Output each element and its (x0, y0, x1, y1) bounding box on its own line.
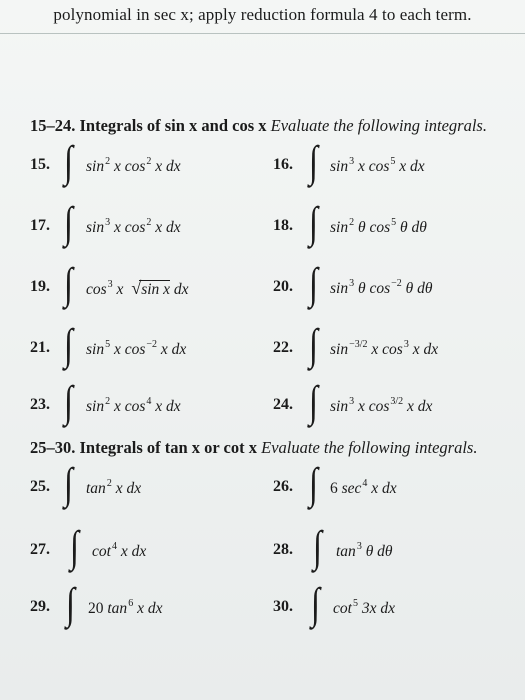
integral-sign: ∫ (64, 459, 74, 508)
integrand: $\cos^3 x$ √sin x dx (86, 278, 189, 298)
problem-number: 18. (273, 217, 293, 234)
section-15-24-heading (30, 116, 487, 136)
integrand: $\sin^3 \theta$ $\cos^{-2} \theta$ dθ (330, 278, 433, 297)
problem-number: 25. (30, 478, 50, 495)
integrand: $\sin^{-3/2} x$ $\cos^3 x$ dx (330, 339, 439, 358)
integral-sign: ∫ (64, 377, 74, 426)
problem-number: 15. (30, 156, 50, 173)
integral-sign: ∫ (64, 137, 74, 186)
integrand: 6 $\sec^4 x$ dx (330, 478, 397, 497)
problem-number: 19. (30, 278, 50, 295)
integrand: $\sin^2 x$ $\cos^2 x$ dx (86, 156, 181, 175)
section-25-30-title: Integrals of tan x or cot x (79, 438, 258, 457)
section-15-24-instruction: Evaluate the following integrals. (270, 116, 487, 135)
section-25-30-instruction: Evaluate the following integrals. (261, 438, 478, 457)
integral-sign: ∫ (64, 198, 74, 247)
integrand: $\tan^2 x$ dx (86, 478, 142, 497)
integral-sign: ∫ (309, 137, 319, 186)
problem-number: 16. (273, 156, 293, 173)
integrand: $\cot^4 x$ dx (92, 541, 147, 560)
top-divider (0, 33, 525, 34)
problem-number: 30. (273, 598, 293, 615)
problem-number: 21. (30, 339, 50, 356)
integral-sign: ∫ (64, 320, 74, 369)
section-25-30-heading (30, 438, 477, 458)
integrand: $\sin^3 x$ $\cos^{3/2} x$ dx (330, 396, 433, 415)
problem-number: 20. (273, 278, 293, 295)
integral-sign: ∫ (313, 522, 323, 571)
integrand: $\sin^5 x$ $\cos^{-2} x$ dx (86, 339, 187, 358)
integrand: 20 $\tan^6 x$ dx (88, 598, 163, 617)
integrand: $\cot^5 3x$ dx (333, 598, 395, 617)
integrand: $\tan^3 \theta$ dθ (336, 541, 393, 560)
problem-number: 29. (30, 598, 50, 615)
page-top-text: polynomial in sec x; apply reduction formula 4 to each term. (53, 5, 472, 24)
problem-number: 23. (30, 396, 50, 413)
section-15-24-title: Integrals of sin x and cos x (79, 116, 267, 135)
problem-number: 28. (273, 541, 293, 558)
problem-number: 27. (30, 541, 50, 558)
integral-sign: ∫ (309, 259, 319, 308)
integral-sign: ∫ (309, 377, 319, 426)
integral-sign: ∫ (66, 579, 76, 628)
section-15-24-range: 15–24. (30, 116, 76, 135)
integrand: $\sin^3 x$ $\cos^2 x$ dx (86, 217, 181, 236)
integral-sign: ∫ (309, 198, 319, 247)
section-25-30-range: 25–30. (30, 438, 76, 457)
problem-number: 17. (30, 217, 50, 234)
integral-sign: ∫ (311, 579, 321, 628)
integrand: $\sin^3 x$ $\cos^5 x$ dx (330, 156, 425, 175)
problem-number: 24. (273, 396, 293, 413)
integrand: $\sin^2 x$ $\cos^4 x$ dx (86, 396, 181, 415)
integral-sign: ∫ (309, 320, 319, 369)
integral-sign: ∫ (64, 259, 74, 308)
problem-number: 22. (273, 339, 293, 356)
problem-number: 26. (273, 478, 293, 495)
integrand: $\sin^2 \theta$ $\cos^5 \theta$ dθ (330, 217, 427, 236)
integral-sign: ∫ (70, 522, 80, 571)
integral-sign: ∫ (309, 459, 319, 508)
